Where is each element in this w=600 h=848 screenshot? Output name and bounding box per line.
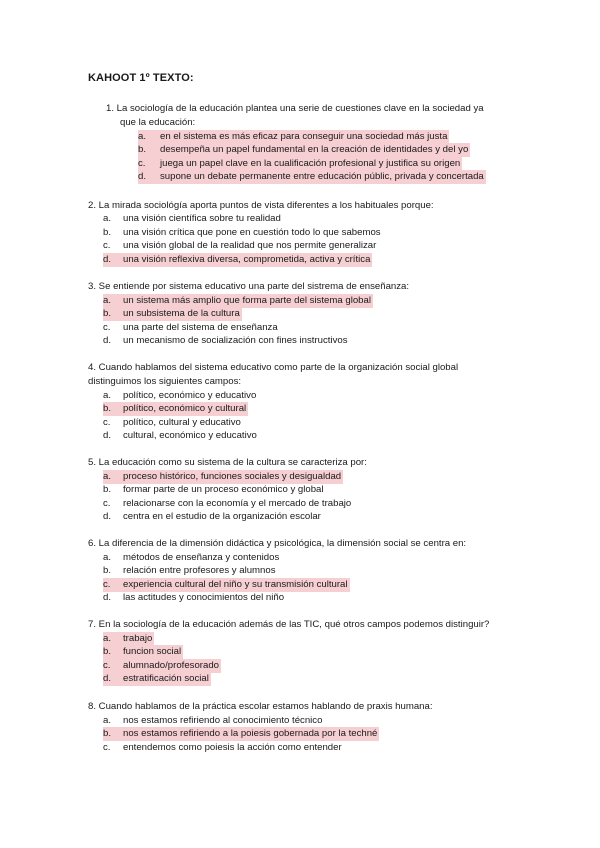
question-1-option-d: [138, 170, 486, 183]
answer-highlight: [103, 645, 183, 659]
option-letter: d.: [103, 511, 112, 522]
option-text: supone un debate permanente entre educación públic, privada y concertada: [160, 171, 484, 182]
answer-highlight: [103, 253, 372, 267]
question-2-text: 2. La mirada sociológía aporta puntos de vista diferentes a los habituales porque:: [88, 200, 434, 211]
question-8-option-a: [103, 714, 322, 727]
question-7-text: 7. En la sociología de la educación además de las TIC, qué otros campos podemos distinguir?: [88, 619, 490, 630]
question-3-option-b: [103, 307, 242, 320]
option-letter: b.: [103, 308, 112, 319]
option-letter: a.: [103, 390, 112, 401]
option-letter: b.: [103, 646, 112, 657]
option-text: un subsistema de la cultura: [123, 308, 240, 319]
option-letter: b.: [103, 728, 112, 739]
option-text: juega un papel clave en la cualificación profesional y justifica su origen: [160, 158, 461, 169]
option-text: trabajo: [123, 633, 153, 644]
answer-highlight: [138, 157, 462, 171]
question-5-option-c: [103, 497, 351, 510]
option-letter: d.: [103, 335, 112, 346]
question-3-option-a: [103, 294, 373, 307]
option-text: una visión crítica que pone en cuestión todo lo que sabemos: [123, 227, 381, 238]
question-4-option-c: [103, 416, 241, 429]
question-6-option-b: [103, 564, 276, 577]
question-6-option-c: [103, 578, 350, 591]
question-4-text: 4. Cuando hablamos del sistema educativo como parte de la organización social global: [88, 362, 459, 373]
answer-highlight: [103, 727, 379, 741]
question-3-text: 3. Se entiende por sistema educativo una parte del sistrema de enseñanza:: [88, 281, 410, 292]
question-1-option-c: [138, 157, 462, 170]
question-5-option-d: [103, 510, 321, 523]
option-letter: b.: [138, 144, 147, 155]
question-4-text-continued: distinguimos los siguientes campos:: [88, 376, 242, 387]
option-text: alumnado/profesorado: [123, 660, 220, 671]
question-2-option-b: [103, 226, 381, 239]
option-text: un mecanismo de socialización con fines instructivos: [123, 335, 348, 346]
question-3-option-c: [103, 321, 278, 334]
question-1-option-b: [138, 143, 470, 156]
question-7-option-b: [103, 645, 183, 658]
option-letter: c.: [103, 322, 111, 333]
option-letter: a.: [103, 471, 112, 482]
option-text: una visión científica sobre tu realidad: [123, 213, 281, 224]
option-letter: c.: [103, 660, 111, 671]
question-7-option-a: [103, 632, 154, 645]
question-4-option-a: [103, 389, 256, 402]
question-7-option-d: [103, 672, 211, 685]
answer-highlight: [103, 578, 350, 592]
option-letter: a.: [103, 295, 112, 306]
option-letter: b.: [103, 403, 112, 414]
option-text: relación entre profesores y alumnos: [123, 565, 276, 576]
question-8-text: 8. Cuando hablamos de la práctica escolar estamos hablando de praxis humana:: [88, 701, 433, 712]
question-1-option-a: [138, 130, 449, 143]
option-text: nos estamos refiriendo a la poiesis gobernada por la techné: [123, 728, 378, 739]
option-text: estratificación social: [123, 673, 209, 684]
answer-highlight: [103, 402, 248, 416]
option-text: experiencia cultural del niño y su transmisión cultural: [123, 579, 348, 590]
question-4-option-b: [103, 402, 248, 415]
question-8-option-c: [103, 741, 342, 754]
answer-highlight: [138, 130, 449, 144]
question-8-option-b: [103, 727, 379, 740]
option-text: desempeña un papel fundamental en la creación de identidades y del yo: [160, 144, 469, 155]
option-letter: c.: [103, 498, 111, 509]
option-letter: c.: [103, 742, 111, 753]
question-6-option-d: [103, 591, 284, 604]
question-6-text: 6. La diferencia de la dimensión didáctica y psicológica, la dimensión social se centra en:: [88, 538, 467, 549]
option-letter: c.: [138, 158, 146, 169]
option-letter: d.: [103, 430, 112, 441]
option-text: político, cultural y educativo: [123, 417, 241, 428]
option-text: una parte del sistema de enseñanza: [123, 322, 278, 333]
question-3-option-d: [103, 334, 348, 347]
question-2-option-d: [103, 253, 372, 266]
answer-highlight: [138, 170, 486, 184]
option-text: formar parte de un proceso económico y global: [123, 484, 324, 495]
question-7-option-c: [103, 659, 221, 672]
option-text: una visión reflexiva diversa, comprometida, activa y crítica: [123, 254, 371, 265]
option-text: político, económico y cultural: [123, 403, 247, 414]
answer-highlight: [103, 294, 373, 308]
option-letter: b.: [103, 565, 112, 576]
option-letter: d.: [138, 171, 147, 182]
answer-highlight: [138, 143, 470, 157]
option-letter: c.: [103, 240, 111, 251]
option-text: entendemos como poiesis la acción como entender: [123, 742, 342, 753]
option-text: funcion social: [123, 646, 182, 657]
option-letter: a.: [103, 633, 112, 644]
answer-highlight: [103, 307, 242, 321]
option-text: en el sistema es más eficaz para conseguir una sociedad más justa: [160, 131, 448, 142]
option-letter: c.: [103, 417, 111, 428]
question-5-option-a: [103, 470, 343, 483]
option-letter: b.: [103, 484, 112, 495]
option-letter: a.: [103, 715, 112, 726]
option-text: un sistema más amplio que forma parte del sistema global: [123, 295, 371, 306]
question-1-text: 1. La sociología de la educación plantea una serie de cuestiones clave en la sociedad ya: [106, 103, 484, 114]
question-2-option-a: [103, 212, 281, 225]
option-letter: d.: [103, 673, 112, 684]
option-letter: d.: [103, 592, 112, 603]
option-letter: a.: [103, 213, 112, 224]
question-2-option-c: [103, 239, 376, 252]
option-text: relacionarse con la economía y el mercado de trabajo: [123, 498, 352, 509]
option-text: una visión global de la realidad que nos permite generalizar: [123, 240, 377, 251]
option-text: proceso histórico, funciones sociales y desigualdad: [123, 471, 342, 482]
option-text: cultural, económico y educativo: [123, 430, 257, 441]
option-text: político, económico y educativo: [123, 390, 257, 401]
document-title: KAHOOT 1º TEXTO:: [88, 72, 194, 84]
option-letter: c.: [103, 579, 111, 590]
question-5-text: 5. La educación como su sistema de la cultura se caracteriza por:: [88, 457, 367, 468]
question-5-option-b: [103, 483, 324, 496]
question-4-option-d: [103, 429, 257, 442]
option-letter: a.: [103, 552, 112, 563]
answer-highlight: [103, 659, 221, 673]
answer-highlight: [103, 672, 211, 686]
option-text: las actitudes y conocimientos del niño: [123, 592, 285, 603]
option-letter: d.: [103, 254, 112, 265]
option-letter: a.: [138, 131, 147, 142]
answer-highlight: [103, 632, 154, 646]
question-6-option-a: [103, 551, 279, 564]
answer-highlight: [103, 470, 343, 484]
option-text: métodos de enseñanza y contenidos: [123, 552, 280, 563]
option-text: centra en el estudio de la organización escolar: [123, 511, 321, 522]
option-letter: b.: [103, 227, 112, 238]
question-1-text-continued: que la educación:: [120, 117, 196, 128]
option-text: nos estamos refiriendo al conocimiento técnico: [123, 715, 323, 726]
